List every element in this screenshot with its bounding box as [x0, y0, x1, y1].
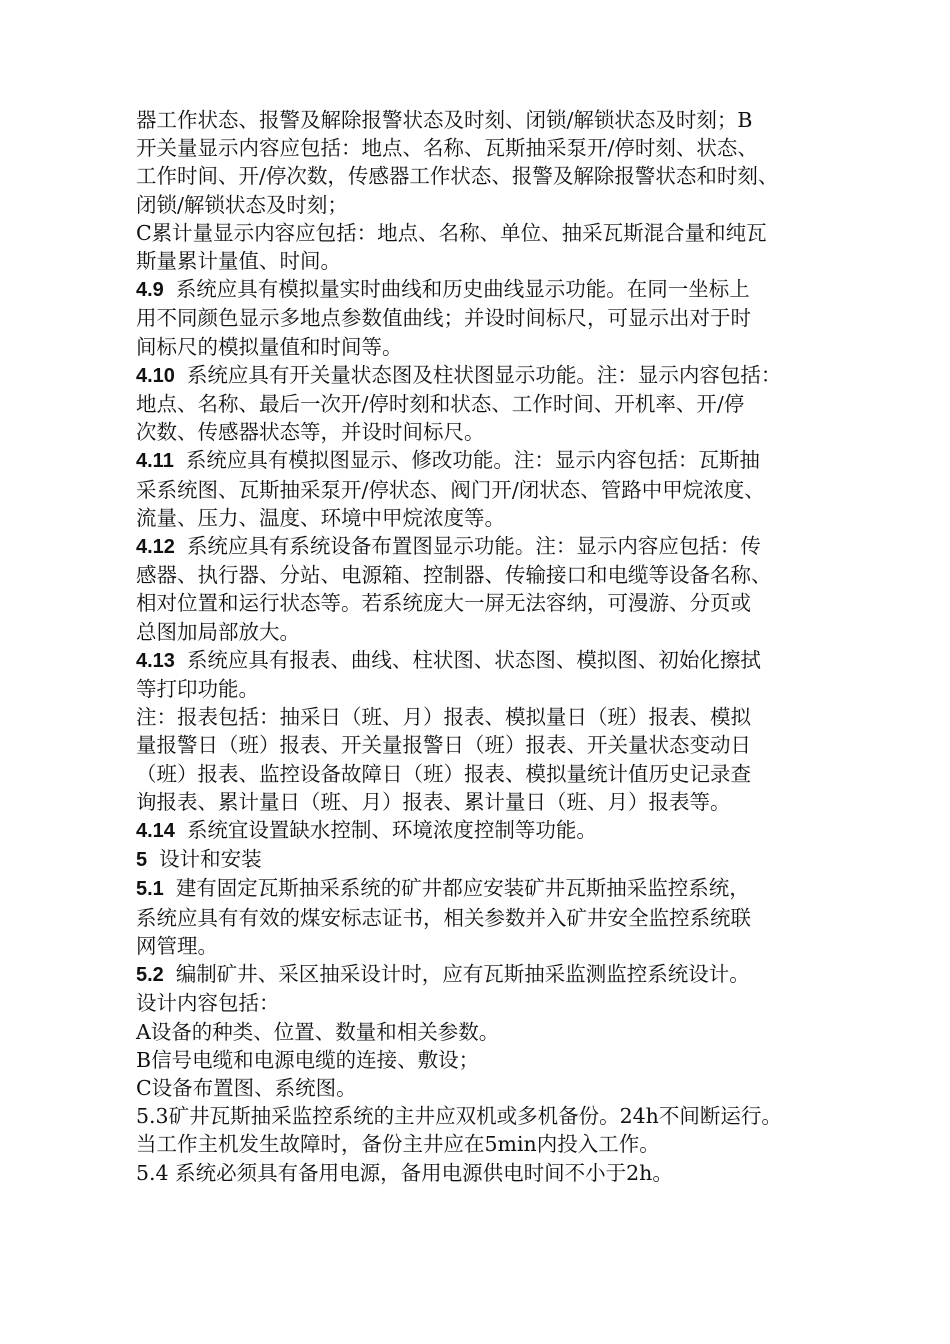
section-5-heading [136, 845, 856, 874]
text-line: 系统应具有模拟图显示、修改功能。注：显示内容包括：瓦斯抽 [185, 448, 760, 473]
section-number: 4.10 [136, 364, 175, 387]
text-line: 闭锁/解锁状态及时刻； [136, 192, 348, 217]
text-line: 系统应具有系统设备布置图显示功能。注：显示内容应包括：传 [186, 534, 761, 559]
text-line: 编制矿井、采区抽采设计时，应有瓦斯抽采监测监控系统设计。 [175, 962, 750, 987]
section-5-3 [136, 1102, 856, 1158]
text-line: 地点、名称、最后一次开/停时刻和状态、工作时间、开机率、开/停 [136, 392, 745, 417]
text-line: 网管理。 [136, 933, 218, 958]
section-number: 4.12 [136, 536, 175, 559]
section-number: 5 [136, 849, 148, 872]
section-4-13 [136, 646, 856, 703]
section-number: 4.13 [136, 649, 175, 672]
text-line: 开关量显示内容应包括：地点、名称、瓦斯抽采泵开/停时刻、状态、 [136, 136, 758, 161]
text-line: 流量、压力、温度、环境中甲烷浓度等。 [136, 505, 505, 530]
section-number: 4.14 [136, 820, 175, 843]
text-line: 注：报表包括：抽采日（班、月）报表、模拟量日（班）报表、模拟 [136, 705, 751, 730]
text-line: （班）报表、监控设备故障日（班）报表、模拟量统计值历史记录查 [136, 761, 751, 786]
document-body [136, 106, 856, 1187]
section-5-4 [136, 1159, 856, 1187]
text-line: 用不同颜色显示多地点参数值曲线；并设时间标尺，可显示出对于时 [136, 306, 751, 331]
text-line: 等打印功能。 [136, 677, 259, 702]
text-line: 系统宜设置缺水控制、环境浓度控制等功能。 [186, 818, 597, 843]
section-5-2 [136, 960, 856, 1017]
text-line: 次数、传感器状态等，并设时间标尺。 [136, 420, 485, 445]
text-line: B信号电缆和电源电缆的连接、敷设； [136, 1047, 480, 1072]
section-number: 4.9 [136, 279, 164, 302]
text-line: 询报表、累计量日（班、月）报表、累计量日（班、月）报表等。 [136, 789, 731, 814]
section-5-1 [136, 874, 856, 960]
section-number: 5.2 [136, 964, 164, 987]
text-line: C设备布置图、系统图。 [136, 1075, 357, 1100]
text-line: 感器、执行器、分站、电源箱、控制器、传输接口和电缆等设备名称、 [136, 563, 772, 588]
text-line: 总图加局部放大。 [136, 619, 300, 644]
list-item-c [136, 1074, 856, 1102]
text-line: 间标尺的模拟量值和时间等。 [136, 334, 403, 359]
paragraph-cumulative-display [136, 219, 856, 275]
text-line: 系统应具有报表、曲线、柱状图、状态图、模拟图、初始化擦拭 [186, 647, 761, 672]
text-line: C累计量显示内容应包括：地点、名称、单位、抽采瓦斯混合量和纯瓦 [136, 220, 767, 245]
section-4-12 [136, 532, 856, 646]
text-line: 采系统图、瓦斯抽采泵开/停状态、阀门开/闭状态、管路中甲烷浓度、 [136, 477, 765, 502]
list-item-a [136, 1018, 856, 1046]
section-4-10 [136, 361, 856, 447]
text-line: 量报警日（班）报表、开关量报警日（班）报表、开关量状态变动日 [136, 733, 751, 758]
text-line: A设备的种类、位置、数量和相关参数。 [136, 1019, 500, 1044]
list-item-b [136, 1046, 856, 1074]
text-line: 设计内容包括： [136, 991, 280, 1016]
text-line: 系统应具有开关量状态图及柱状图显示功能。注：显示内容包括： [186, 362, 782, 387]
section-4-11 [136, 446, 856, 532]
text-line: 当工作主机发生故障时，备份主井应在5min内投入工作。 [136, 1132, 660, 1157]
text-line: 系统应具有有效的煤安标志证书，相关参数并入矿井安全监控系统联 [136, 905, 751, 930]
text-line: 5.3矿井瓦斯抽采监控系统的主井应双机或多机备份。24h不间断运行。 [136, 1104, 782, 1129]
section-number: 4.11 [136, 450, 174, 473]
paragraph-display-content-continued [136, 106, 856, 219]
text-line: 建有固定瓦斯抽采系统的矿井都应安装矿井瓦斯抽采监控系统， [175, 876, 750, 901]
section-title: 设计和安装 [159, 847, 262, 872]
text-line: 系统应具有模拟量实时曲线和历史曲线显示功能。在同一坐标上 [175, 277, 750, 302]
section-4-14 [136, 816, 856, 845]
text-line: 相对位置和运行状态等。若系统庞大一屏无法容纳，可漫游、分页或 [136, 591, 751, 616]
section-number: 5.1 [136, 878, 164, 901]
paragraph-report-note [136, 703, 856, 816]
text-line: 工作时间、开/停次数，传感器工作状态、报警及解除报警状态和时刻、 [136, 164, 779, 189]
text-line: 斯量累计量值、时间。 [136, 249, 341, 274]
text-line: 5.4 系统必须具有备用电源，备用电源供电时间不小于2h。 [136, 1160, 673, 1185]
section-4-9 [136, 275, 856, 361]
text-line: 器工作状态、报警及解除报警状态及时刻、闭锁/解锁状态及时刻；B [136, 108, 753, 132]
